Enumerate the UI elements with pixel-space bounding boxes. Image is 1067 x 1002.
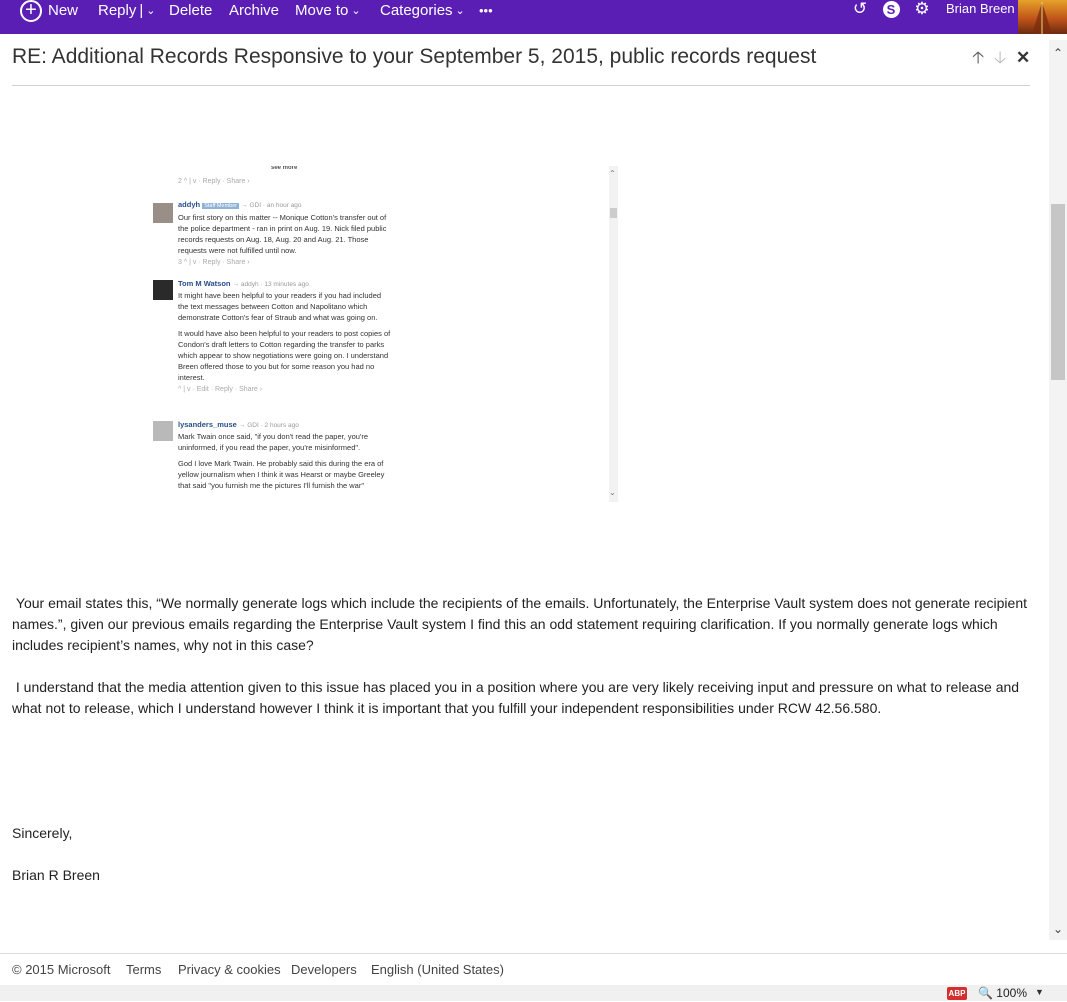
message-subject: RE: Additional Records Responsive to your September 5, 2015, public records request	[12, 45, 817, 68]
gear-icon[interactable]: ⚙	[914, 0, 930, 18]
commenter-avatar	[153, 421, 173, 441]
avatar-image	[1018, 0, 1067, 34]
user-name[interactable]: Brian Breen	[946, 1, 1015, 16]
reply-button[interactable]	[98, 0, 155, 22]
comment-text: Our first story on this matter -- Monique Cotton's transfer out of the police department - ran in print on Aug. 19. Nick filed public records requests on Aug. 18, Aug. 20 and Aug. 21. Those requests were not fulfilled until now.	[178, 213, 387, 255]
zoom-level[interactable]	[978, 986, 1027, 1000]
reply-label: Reply	[98, 2, 137, 19]
scrollbar-thumb[interactable]	[1051, 204, 1065, 380]
delete-button[interactable]: Delete	[169, 2, 213, 19]
body-paragraph: I understand that the media attention given to this issue has placed you in a position where you are very likely receiving input and pressure on what to release and what not to release, which I understand however I think it is important that you fulfill your independent responsibilities under RCW 42.56.580.	[12, 679, 1023, 716]
commenter-avatar	[153, 280, 173, 300]
arrow-up-icon[interactable]: 🡡	[972, 48, 985, 67]
comment-meta: ^ | v · Edit · Reply · Share ›	[178, 386, 263, 393]
closing-text: Sincerely,	[12, 825, 73, 841]
comment-text: It would have also been helpful to your readers to post copies of Condon's draft letters to Cotton regarding the transfer to parks which appear to show negotiations were going on. I understand Breen offered those to you but for some reason you had no interest.	[178, 329, 391, 382]
categories-label: Categories	[380, 2, 453, 19]
categories-button[interactable]	[380, 0, 465, 22]
comment-text: It might have been helpful to your readers if you had included the text messages between Cotton and Napolitano which demonstrate Cotton's fear of Straub and what was going on.	[178, 291, 382, 322]
move-to-button[interactable]	[295, 0, 361, 22]
privacy-link[interactable]: Privacy & cookies	[178, 962, 281, 977]
browser-status-bar	[0, 985, 1067, 1001]
comment-info: → GDI · 2 hours ago	[238, 422, 299, 429]
chevron-down-icon: ⌄	[455, 5, 465, 17]
adblock-icon[interactable]: ABP	[948, 989, 966, 998]
zoom-value: 100%	[996, 986, 1027, 1000]
comment-author: lysanders_muse	[178, 420, 237, 429]
zoom-icon: 🔍	[978, 986, 993, 1000]
skype-icon[interactable]: S	[881, 0, 901, 20]
signature-text: Brian R Breen	[12, 867, 100, 883]
reading-pane-scrollbar[interactable]	[1049, 40, 1067, 940]
comment-author: addyh	[178, 200, 201, 209]
chevron-down-icon[interactable]: ⌄	[146, 5, 156, 17]
chevron-down-icon: ⌄	[351, 5, 361, 17]
new-button[interactable]	[20, 0, 78, 22]
avatar[interactable]	[1018, 0, 1067, 34]
move-to-label: Move to	[295, 2, 349, 19]
comment-item	[178, 199, 392, 268]
embedded-scrollbar-thumb	[610, 208, 617, 218]
archive-button[interactable]: Archive	[229, 2, 280, 19]
comment-item	[178, 419, 392, 491]
staff-badge: Staff Member	[204, 203, 238, 209]
scroll-down-arrow-icon[interactable]: ⌄	[1052, 922, 1064, 936]
more-options-button[interactable]: •••	[479, 3, 493, 18]
terms-link[interactable]: Terms	[126, 962, 162, 977]
body-paragraph: Your email states this, “We normally generate logs which include the recipients of the emails. Unfortunately, the Enterprise Vault system does not generate recipient names.”, given our previous emails regarding the Enterprise Vault system I find this an odd statement requiring clarification. If you normally generate logs which includes recipient’s names, why not in this case?	[12, 595, 1031, 653]
reply-divider: |	[139, 2, 144, 19]
scroll-up-arrow-icon[interactable]: ⌃	[1052, 46, 1064, 60]
chevron-down-icon[interactable]: ▼	[1035, 987, 1044, 997]
comment-meta: 3 ^ | v · Reply · Share ›	[178, 259, 250, 266]
close-icon[interactable]: ✕	[1016, 48, 1031, 67]
language-link[interactable]: English (United States)	[371, 962, 504, 977]
commenter-avatar	[153, 203, 173, 223]
comment-info: → GDI · an hour ago	[241, 202, 302, 209]
undo-icon[interactable]: ↺	[852, 0, 868, 18]
comment-info: → addyh · 13 minutes ago	[232, 281, 309, 288]
plus-circle-icon: +	[20, 0, 42, 22]
comment-text: God I love Mark Twain. He probably said this during the era of yellow journalism when I think it was Hearst or maybe Greeley that said "you furnish me the pictures I'll furnish the war"	[178, 459, 385, 490]
chevron-up-icon: ⌃	[609, 169, 616, 178]
new-label: New	[48, 2, 79, 19]
embedded-comments-image	[150, 166, 620, 504]
comment-author: Tom M Watson	[178, 279, 231, 288]
chevron-down-icon: ⌄	[609, 488, 616, 497]
comment-text: Mark Twain once said, "if you don't read the paper, you're uninformed, if you read the paper, you're misinformed".	[178, 432, 369, 452]
developers-link[interactable]: Developers	[291, 962, 357, 977]
subject-divider	[12, 85, 1030, 86]
comment-item	[178, 278, 392, 395]
command-bar	[0, 0, 1067, 34]
copyright-text: © 2015 Microsoft	[12, 962, 111, 977]
arrow-down-icon[interactable]: 🡣	[994, 48, 1007, 67]
comment-meta: 2 ^ | v · Reply · Share ›	[178, 178, 250, 185]
see-more-link: see more	[271, 166, 298, 171]
